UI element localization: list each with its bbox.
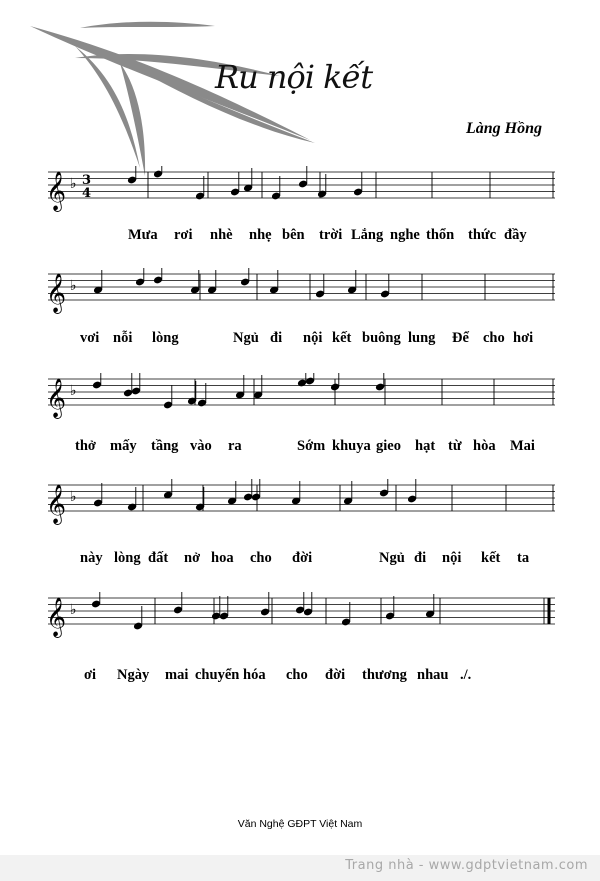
lyric-word: ./. [460,667,472,683]
lyric-word: Ngày [117,667,150,683]
lyric-word: Ngủ [233,330,259,346]
key-signature-flat: ♭ [70,602,77,618]
staff-notation [40,268,555,328]
lyric-line-3 [40,438,555,458]
lyric-word: Sớm [297,438,326,454]
lyric-word: trời [319,227,343,243]
lyric-word: đất [148,550,169,566]
lyric-word: Lắng [351,227,384,243]
lyric-word: thương [362,667,407,683]
staff-system-3 [40,373,555,433]
lyric-word: đi [414,550,427,566]
lyric-word: Mưa [128,227,158,243]
staff-notation [40,592,555,652]
lyric-word: Để [452,330,469,346]
lyric-word: nội [442,550,462,566]
lyric-word: thổn [426,227,455,243]
treble-clef-icon: 𝄞 [46,378,67,418]
lyric-word: lòng [152,330,179,346]
staff-system-2 [40,268,555,328]
lyric-word: tầng [151,438,179,454]
lyric-word: nhẹ [249,227,272,243]
lyric-line-4 [40,550,555,570]
lyric-word: buông [362,330,401,346]
lyric-word: Mai [510,438,535,454]
lyric-word: rơi [174,227,193,243]
lyric-word: nghe [390,227,420,243]
lyric-word: cho [483,330,505,346]
lyric-word: ta [517,550,530,566]
staff-system-1 [40,166,555,226]
lyric-word: vào [190,438,212,454]
lyric-word: hạt [415,438,436,454]
lyric-word: thở [75,438,96,454]
lyric-word: thức [468,227,497,243]
lyric-word: ơi [84,667,97,683]
lyric-word: kết [481,550,501,566]
lyric-word: cho [250,550,272,566]
lyric-word: khuya [332,438,371,454]
key-signature-flat: ♭ [70,489,77,505]
lyric-word: bên [282,227,305,243]
staff-notation [40,166,555,226]
key-signature-flat: ♭ [70,383,77,399]
lyric-word: này [80,550,103,566]
bamboo-leaf-icon [20,18,320,188]
treble-clef-icon: 𝄞 [46,273,67,313]
lyric-word: ra [228,438,242,454]
lyric-word: nhè [210,227,233,243]
lyric-word: hơi [513,330,534,346]
lyric-word: nội [303,330,323,346]
lyric-line-1 [40,227,555,247]
key-signature-flat: ♭ [70,176,77,192]
lyric-word: kết [332,330,352,346]
lyric-word: đời [325,667,346,683]
lyric-word: đầy [504,227,527,243]
staff-notation [40,479,555,539]
lyric-line-5 [40,667,555,687]
lyric-word: đời [292,550,313,566]
lyric-word: lòng [114,550,141,566]
treble-clef-icon: 𝄞 [46,484,67,524]
key-signature-flat: ♭ [70,278,77,294]
lyric-word: gieo [376,438,401,454]
lyric-word: hóa [243,667,266,683]
staff-notation [40,373,555,433]
lyric-word: đi [270,330,283,346]
lyric-word: nỗi [113,330,133,346]
treble-clef-icon: 𝄞 [46,597,67,637]
footer-site-link[interactable]: Trang nhà - www.gdptvietnam.com [345,858,588,873]
staff-system-4 [40,479,555,539]
composer-name: Làng Hồng [466,120,543,137]
time-signature-bottom: 4 [82,186,92,201]
lyric-word: mai [165,667,189,683]
lyric-word: từ [448,438,462,454]
lyric-word: hòa [473,438,496,454]
footer-credit: Văn Nghệ GĐPT Việt Nam [237,818,363,830]
lyric-word: chuyển [195,667,240,683]
lyric-word: nhau [417,667,449,683]
lyric-word: mấy [110,438,137,454]
song-title: Ru nội kết [215,58,373,96]
lyric-word: nở [184,550,201,566]
lyric-word: lung [408,330,436,346]
lyric-word: Ngủ [379,550,405,566]
lyric-line-2 [40,330,555,350]
treble-clef-icon: 𝄞 [46,171,67,211]
lyric-word: vơi [80,330,100,346]
staff-system-5 [40,592,555,652]
time-signature-top: 3 [82,173,92,188]
lyric-word: cho [286,667,308,683]
lyric-word: hoa [211,550,234,566]
